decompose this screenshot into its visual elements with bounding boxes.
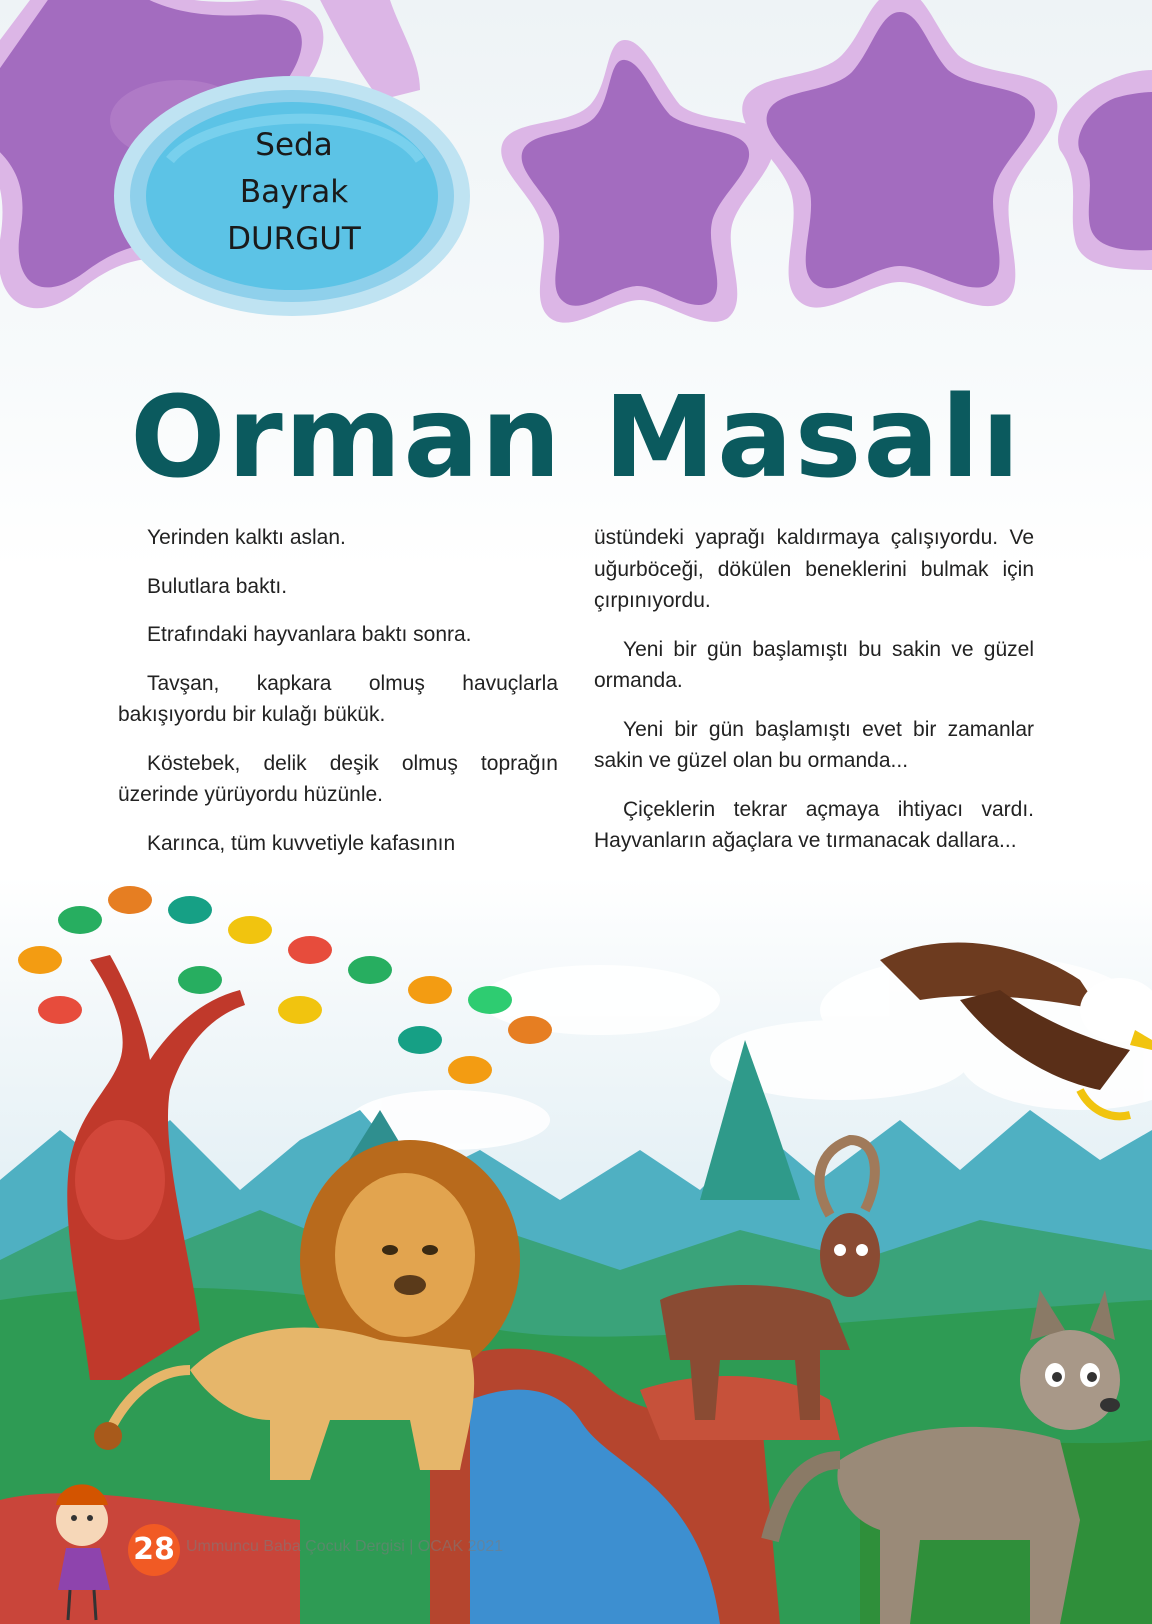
- star-decoration-3: [742, 0, 1057, 308]
- star-decoration-4: [1058, 70, 1152, 270]
- paragraph: Köstebek, delik deşik olmuş toprağın üzerinde yürüyordu hüzünle.: [118, 751, 558, 806]
- story-column-left: [118, 522, 558, 876]
- magazine-footer: Ummuncu Baba Çocuk Dergisi | OCAK 2021: [186, 1538, 504, 1555]
- author-name: [148, 122, 440, 263]
- story-column-right: [594, 522, 1034, 874]
- paragraph: Tavşan, kapkara olmuş havuçlarla bakışıyordu bir kulağı bükük.: [118, 671, 558, 726]
- paragraph: Etrafındaki hayvanlara baktı sonra.: [147, 623, 472, 646]
- author-middle-name: Bayrak: [239, 174, 349, 210]
- paragraph: Yeni bir gün başlamıştı evet bir zamanlar sakin ve güzel olan bu ormanda...: [594, 717, 1034, 772]
- author-last-name: DURGUT: [227, 221, 361, 257]
- author-first-name: Seda: [255, 127, 333, 163]
- paragraph: Bulutlara baktı.: [147, 574, 288, 598]
- star-decoration-2: [501, 40, 773, 323]
- paragraph: Karınca, tüm kuvvetiyle kafasının: [147, 831, 456, 855]
- story-title: Orman Masalı: [130, 373, 1022, 503]
- page-number: 28: [128, 1524, 180, 1576]
- paragraph: Yerinden kalktı aslan.: [147, 526, 346, 549]
- paragraph: üstündeki yaprağı kaldırmaya çalışıyordu. Ve uğurböceği, dökülen beneklerini bulmak için çırpınıyordu.: [594, 526, 1034, 612]
- tree-leaves: [18, 886, 552, 1084]
- paragraph: Yeni bir gün başlamıştı bu sakin ve güzel ormanda.: [594, 637, 1034, 692]
- paragraph: Çiçeklerin tekrar açmaya ihtiyacı vardı. Hayvanların ağaçlara ve tırmanacak dallara...: [594, 797, 1034, 852]
